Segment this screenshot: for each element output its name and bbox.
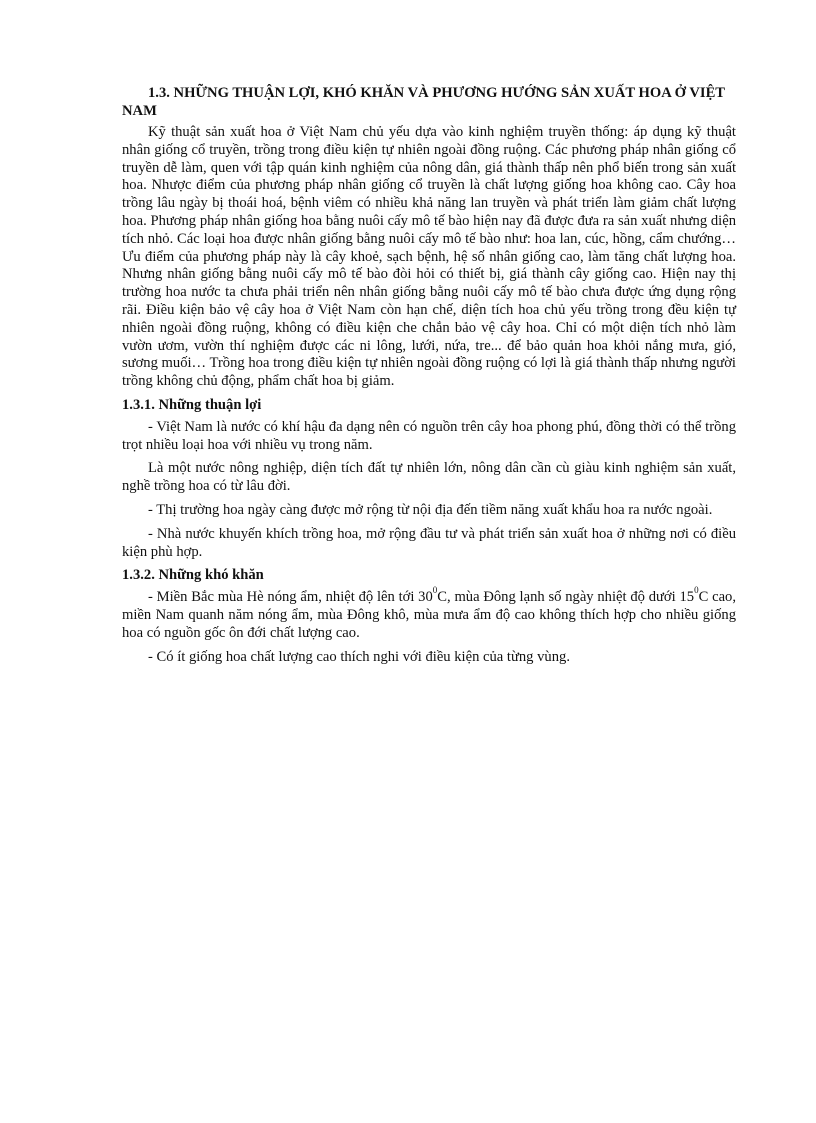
advantage-item: - Thị trường hoa ngày càng được mở rộng từ nội địa đến tiềm năng xuất khẩu hoa ra nước ngoài. (148, 501, 713, 518)
section-title: 1.3. NHỮNG THUẬN LỢI, KHÓ KHĂN VÀ PHƯƠNG HƯỚNG SẢN XUẤT HOA Ở VIỆT NAM (122, 85, 725, 119)
difficulty-text: - Miền Bắc mùa Hè nóng ẩm, nhiệt độ lên tới 30 (148, 589, 433, 606)
difficulty-text: C cao, miền Nam quanh năm nóng ẩm, mùa Đông khô, mùa mưa ẩm độ cao không thích hợp cho nhiều giống hoa có nguồn gốc ôn đới chất lượng cao. (122, 589, 736, 641)
difficulty-item (122, 585, 736, 642)
document-page (122, 84, 736, 672)
difficulty-text: C, mùa Đông lạnh số ngày nhiệt độ dưới 15 (437, 589, 695, 606)
advantage-item: - Nhà nước khuyến khích trồng hoa, mở rộng đầu tư và phát triển sản xuất hoa ở những nơi có điều kiện phù hợp. (122, 525, 736, 560)
degree-superscript: 0 (432, 585, 438, 596)
advantages-heading: 1.3.1. Những thuận lợi (122, 396, 262, 413)
intro-paragraph: Kỹ thuật sản xuất hoa ở Việt Nam chủ yếu dựa vào kinh nghiệm truyền thống: áp dụng kỹ thuật nhân giống cổ truyền, trồng trong điều kiện tự nhiên ngoài đồng ruộng. Các phương pháp nhân giống cổ truyền dễ làm, quen với tập quán kinh nghiệm của nông dân, giá thành thấp nên phổ biến trong sản xuất hoa. Nhược điểm của phương pháp nhân giống cổ truyền là chất lượng giống hoa không cao. Cây hoa trồng lâu ngày bị thoái hoá, bệnh viêm có nhiều khả năng lan truyền và phát triển làm giảm chất lượng hoa. Phương pháp nhân giống hoa bằng nuôi cấy mô tế bào hiện nay đã được đưa ra sản xuất nhưng diện tích nhỏ. Các loại hoa được nhân giống bằng nuôi cấy mô tế bào như: hoa lan, cúc, hồng, cẩm chướng… Ưu điểm của phương pháp này là cây khoẻ, sạch bệnh, hệ số nhân giống cao, làm tăng chất lượng hoa. Nhưng nhân giống bằng nuôi cấy mô tế bào đòi hỏi có thiết bị, giá thành cây giống cao. Hiện nay thị trường hoa nước ta chưa phải triển nên nhân giống bằng nuôi cấy mô tế bào chưa được ứng dụng rộng rãi. Điều kiện bảo vệ cây hoa ở Việt Nam còn hạn chế, diện tích hoa chủ yếu trồng trong đều kiện tự nhiên ngoài đồng ruộng, không có điều kiện che chắn bảo vệ cây hoa. Chỉ có một diện tích nhỏ làm vườn ươm, vườn thí nghiệm được các ni lông, lưới, nứa, tre... để bảo quản hoa khỏi nắng mưa, gió, sương muối… Trồng hoa trong điều kiện tự nhiên ngoài đồng ruộng có lợi là giá thành thấp nhưng người trồng không chủ động, phẩm chất hoa bị giảm. (122, 124, 736, 390)
degree-superscript: 0 (694, 585, 699, 596)
difficulties-heading: 1.3.2. Những khó khăn (122, 567, 264, 584)
advantage-item: Là một nước nông nghiệp, diện tích đất tự nhiên lớn, nông dân cần cù giàu kinh nghiệm sản xuất, nghề trồng hoa có từ lâu đời. (122, 460, 736, 495)
difficulty-item: - Có ít giống hoa chất lượng cao thích nghi với điều kiện của từng vùng. (148, 648, 570, 665)
advantage-item: - Việt Nam là nước có khí hậu đa dạng nên có nguồn trên cây hoa phong phú, đồng thời có thể trồng trọt nhiều loại hoa với nhiều vụ trong năm. (122, 418, 736, 453)
